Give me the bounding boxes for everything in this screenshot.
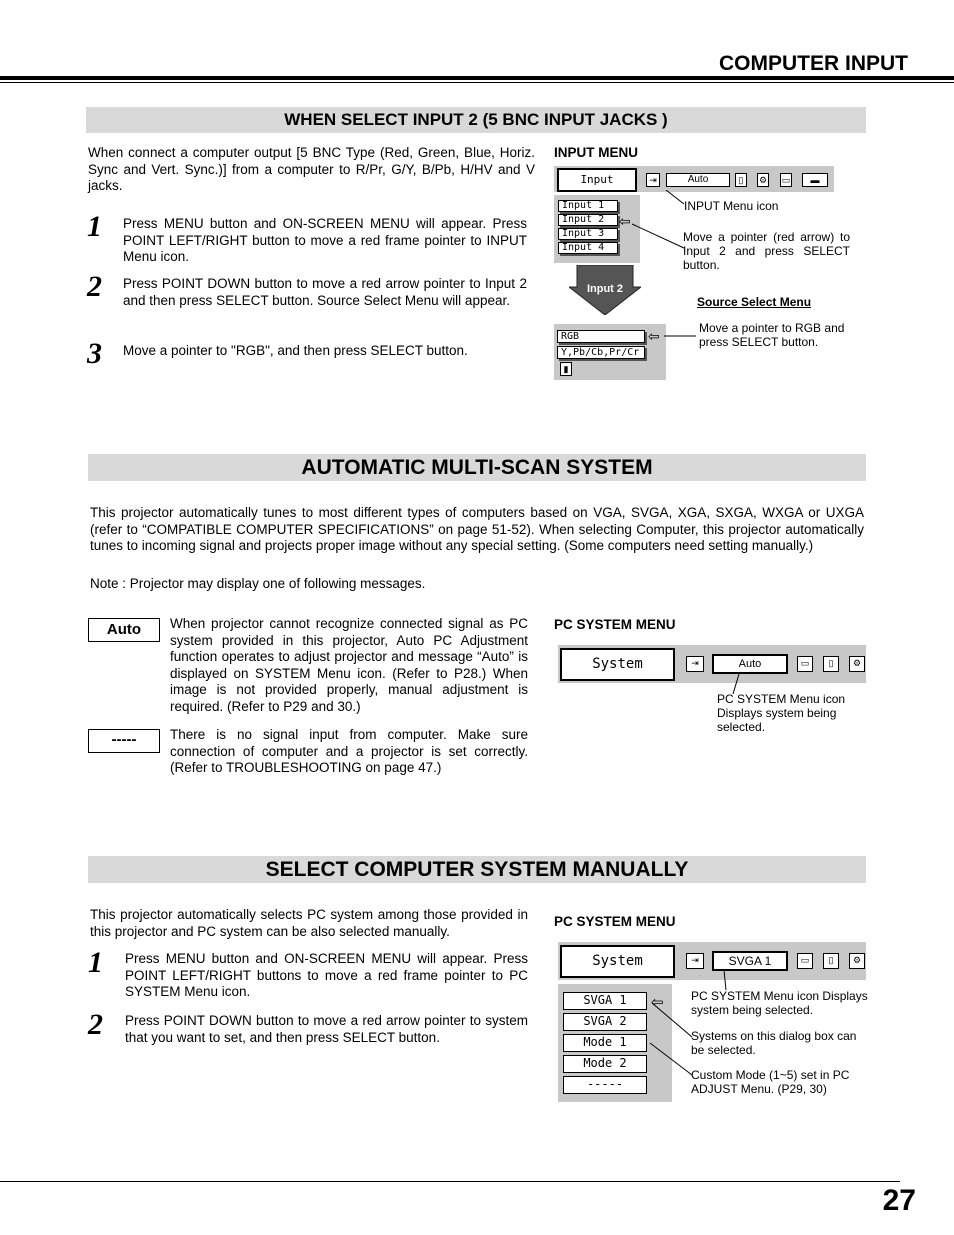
header-rule bbox=[0, 76, 954, 80]
section1-intro: When connect a computer output [5 BNC Type (Red, Green, Blue, Horiz. Sync and Vert. Sync.)] from a computer to R/Pr, G/Y, B/Pb, H/HV and V jacks. bbox=[88, 145, 535, 193]
section2-intro: This projector automatically tunes to most different types of computers based on VGA, SVGA, XGA, SXGA, WXGA or UXGA (refer to “COMPATIBLE COMPUTER SPECIFICATIONS” on page 51-52). When selecting Computer, this projector automatically tunes to incoming signal and projects proper image without any special setting. (Some computers need setting manually.) bbox=[90, 505, 864, 553]
message-none-box: ----- bbox=[88, 729, 160, 753]
section3-title: SELECT COMPUTER SYSTEM MANUALLY bbox=[88, 856, 866, 883]
display-icon: ▭ bbox=[781, 175, 791, 185]
note-pc-system-icon: PC SYSTEM Menu icon Displays system being selected. bbox=[691, 989, 868, 1017]
system-mode-display: Auto bbox=[712, 654, 788, 674]
back-icon: ▮ bbox=[560, 362, 572, 376]
note-custom-mode: Custom Mode (1~5) set in PC ADJUST Menu. (P29, 30) bbox=[691, 1068, 850, 1096]
pointer-arrow-icon: ⇦ bbox=[619, 213, 631, 229]
note-input-icon: INPUT Menu icon bbox=[684, 199, 779, 213]
section2-title: AUTOMATIC MULTI-SCAN SYSTEM bbox=[88, 454, 866, 481]
system-menu-button[interactable]: System bbox=[560, 648, 675, 681]
input-menu-caption: INPUT MENU bbox=[554, 145, 638, 160]
step-number: 2 bbox=[87, 270, 102, 303]
system-item[interactable]: ----- bbox=[563, 1076, 647, 1094]
video-icon: ▬ bbox=[802, 173, 828, 187]
input-menu-button[interactable]: Input bbox=[557, 168, 637, 192]
message-none-text: There is no signal input from computer. Make sure connection of computer and a projector is set correctly. (Refer to TROUBLESHOOTING on page 47.) bbox=[170, 727, 528, 775]
step-number: 2 bbox=[88, 1008, 103, 1041]
note-systems: Systems on this dialog box can be selected. bbox=[691, 1029, 857, 1057]
screen-icon: ▯ bbox=[823, 656, 839, 672]
step-number: 1 bbox=[88, 946, 103, 979]
source-select-title: Source Select Menu bbox=[697, 295, 812, 309]
system-mode-display: SVGA 1 bbox=[712, 951, 788, 971]
note-pc-system-icon: PC SYSTEM Menu icon Displays system being selected. bbox=[717, 692, 846, 734]
step-text: Press POINT DOWN button to move a red arrow pointer to Input 2 and then press SELECT button. Source Select Menu will appear. bbox=[123, 276, 527, 308]
pc-system-menu-caption: PC SYSTEM MENU bbox=[554, 617, 676, 632]
monitor-icon: ▭ bbox=[797, 656, 813, 672]
pointer-arrow-icon: ⇦ bbox=[648, 328, 660, 344]
step-text: Press MENU button and ON-SCREEN MENU will appear. Press POINT LEFT/RIGHT buttons to move a red frame pointer to PC SYSTEM Menu icon. bbox=[125, 951, 528, 999]
pc-system-menu-caption: PC SYSTEM MENU bbox=[554, 914, 676, 929]
system-item[interactable]: SVGA 2 bbox=[563, 1013, 647, 1031]
step-text: Press MENU button and ON-SCREEN MENU will appear. Press POINT LEFT/RIGHT button to move a red frame pointer to INPUT Menu icon. bbox=[123, 216, 527, 264]
pointer-arrow-icon: ⇦ bbox=[651, 994, 664, 1011]
note-pointer: Move a pointer (red arrow) to Input 2 and press SELECT button. bbox=[683, 230, 850, 272]
input-icon: ⇥ bbox=[646, 173, 660, 187]
monitor-icon: ▭ bbox=[797, 953, 813, 969]
input-icon: ⇥ bbox=[686, 656, 704, 672]
system-item[interactable]: SVGA 1 bbox=[563, 992, 647, 1010]
input-item[interactable]: Input 1 bbox=[558, 200, 618, 212]
source-item-ypbpr[interactable]: Y,Pb/Cb,Pr/Cr bbox=[557, 346, 645, 359]
down-arrow-label: Input 2 bbox=[586, 283, 624, 295]
screen-icon: ▯ bbox=[823, 953, 839, 969]
input-item[interactable]: Input 3 bbox=[558, 228, 618, 240]
system-item[interactable]: Mode 1 bbox=[563, 1034, 647, 1052]
step-text: Move a pointer to "RGB", and then press SELECT button. bbox=[123, 343, 468, 358]
source-item-rgb[interactable]: RGB bbox=[557, 330, 645, 343]
page-number: 27 bbox=[882, 1184, 916, 1217]
system-menu-button[interactable]: System bbox=[560, 945, 675, 978]
input-item[interactable]: Input 4 bbox=[558, 242, 618, 254]
input-mode-display: Auto bbox=[666, 173, 730, 187]
section1-title: WHEN SELECT INPUT 2 (5 BNC INPUT JACKS ) bbox=[86, 107, 866, 133]
input-icon: ⇥ bbox=[686, 953, 704, 969]
page-header-title: COMPUTER INPUT bbox=[719, 52, 908, 75]
system-item[interactable]: Mode 2 bbox=[563, 1055, 647, 1073]
note-rgb: Move a pointer to RGB and press SELECT button. bbox=[699, 321, 845, 349]
step-number: 1 bbox=[87, 210, 102, 243]
footer-rule bbox=[0, 1181, 900, 1182]
callout-lines bbox=[620, 965, 700, 1085]
message-auto-text: When projector cannot recognize connected signal as PC system provided in this projector, Auto PC Adjustment function operates to adjust projector and message “Auto” is displayed on SYSTEM Menu icon. (Refer to P28.) When image is not provided properly, manual adjustment is required. (Refer to P29 and 30.) bbox=[170, 616, 528, 714]
step-text: Press POINT DOWN button to move a red arrow pointer to system that you want to set, and then press SELECT button. bbox=[125, 1013, 528, 1045]
header-rule-thin bbox=[0, 82, 954, 83]
input-item[interactable]: Input 2 bbox=[558, 214, 618, 226]
gear-icon: ⚙ bbox=[849, 953, 865, 969]
gear-icon: ⚙ bbox=[849, 656, 865, 672]
section3-intro: This projector automatically selects PC system among those provided in this projector and PC system can be also selected manually. bbox=[90, 907, 528, 939]
message-auto-box: Auto bbox=[88, 618, 160, 642]
step-number: 3 bbox=[87, 337, 102, 370]
gear-icon: ⚙ bbox=[758, 175, 768, 185]
section2-note: Note : Projector may display one of following messages. bbox=[90, 576, 426, 591]
screen-icon: ▯ bbox=[735, 173, 747, 187]
